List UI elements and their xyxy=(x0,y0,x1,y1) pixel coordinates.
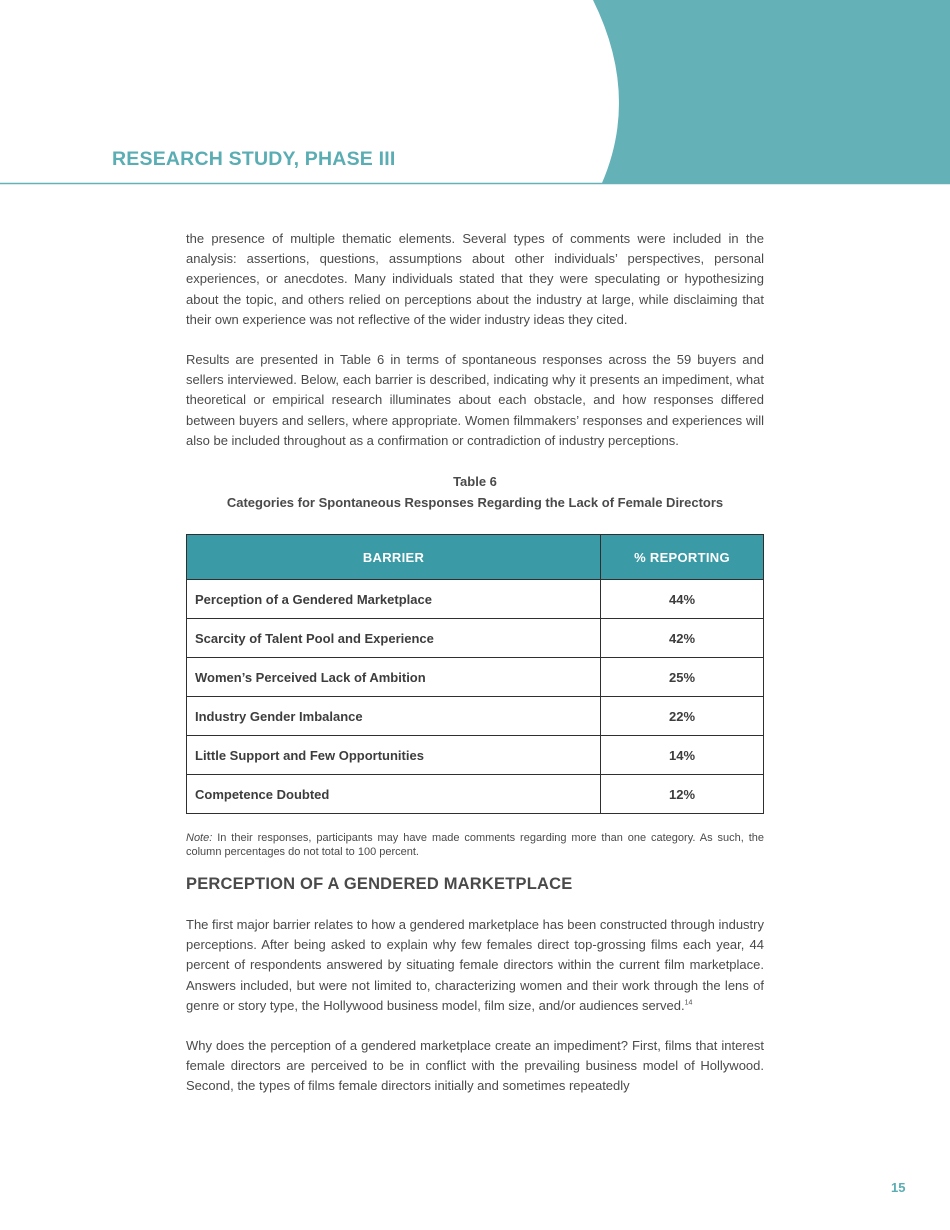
subsection-heading: PERCEPTION OF A GENDERED MARKETPLACE xyxy=(186,875,573,894)
section-header-title: RESEARCH STUDY, PHASE III xyxy=(112,148,396,170)
barrier-cell: Competence Doubted xyxy=(187,775,601,814)
column-header-barrier: BARRIER xyxy=(187,535,601,580)
page-content xyxy=(186,229,764,1097)
table-row xyxy=(187,697,764,736)
barrier-cell: Industry Gender Imbalance xyxy=(187,697,601,736)
body-paragraph-4: Why does the perception of a gendered marketplace create an impediment? First, films that interest female directors are perceived to be in conflict with the prevailing business model of Hollywood. Second, the types of films female directors initially and sometimes repeatedly xyxy=(186,1038,764,1094)
barriers-table xyxy=(186,534,764,814)
note-text: In their responses, participants may have made comments regarding more than one category. As such, the column percentages do not total to 100 percent. xyxy=(186,832,764,859)
percent-cell: 42% xyxy=(601,619,764,658)
table-row xyxy=(187,736,764,775)
barrier-cell: Perception of a Gendered Marketplace xyxy=(187,580,601,619)
body-paragraph-3 xyxy=(186,915,764,1016)
table-note xyxy=(186,831,764,859)
table-caption xyxy=(186,471,764,513)
body-paragraph-2: Results are presented in Table 6 in terms of spontaneous responses across the 59 buyers and sellers interviewed. Below, each barrier is described, indicating why it presents an impediment, what theoretical or empirical research illuminates about each obstacle, and how responses differed between buyers and sellers, where appropriate. Women filmmakers’ responses and experiences will also be included throughout as a confirmation or contradiction of industry perceptions. xyxy=(186,352,764,448)
table-row xyxy=(187,658,764,697)
table-row xyxy=(187,580,764,619)
table-number: Table 6 xyxy=(453,474,497,490)
paragraph-3-text: The first major barrier relates to how a gendered marketplace has been constructed through industry perceptions. After being asked to explain why few females direct top-grossing films each year, 44 percent of respondents answered by situating female directors within the current film marketplace. Answers included, but were not limited to, characterizing women and their work through the lens of genre or story type, the Hollywood business model, film size, and/or audiences served. xyxy=(186,917,764,1013)
column-header-reporting: % REPORTING xyxy=(601,535,764,580)
percent-cell: 22% xyxy=(601,697,764,736)
percent-cell: 25% xyxy=(601,658,764,697)
table-header-row xyxy=(187,535,764,580)
page-number: 15 xyxy=(891,1180,906,1195)
footnote-reference: 14 xyxy=(684,999,693,1007)
percent-cell: 12% xyxy=(601,775,764,814)
percent-cell: 14% xyxy=(601,736,764,775)
barrier-cell: Women’s Perceived Lack of Ambition xyxy=(187,658,601,697)
percent-cell: 44% xyxy=(601,580,764,619)
table-row xyxy=(187,619,764,658)
note-label: Note: xyxy=(186,832,213,845)
body-paragraph-1: the presence of multiple thematic elements. Several types of comments were included in the analysis: assertions, questions, assumptions about other individuals’ perspectives, personal experiences, or anecdotes. Many individuals stated that they were speculating or hypothesizing about the topic, and others relied on perceptions about the industry at large, while disclaiming that their own experience was not reflective of the wider industry ideas they cited. xyxy=(186,231,764,327)
table-row xyxy=(187,775,764,814)
header-teal-curve xyxy=(593,0,950,183)
table-title: Categories for Spontaneous Responses Regarding the Lack of Female Directors xyxy=(226,495,724,511)
barrier-cell: Little Support and Few Opportunities xyxy=(187,736,601,775)
barrier-cell: Scarcity of Talent Pool and Experience xyxy=(187,619,601,658)
